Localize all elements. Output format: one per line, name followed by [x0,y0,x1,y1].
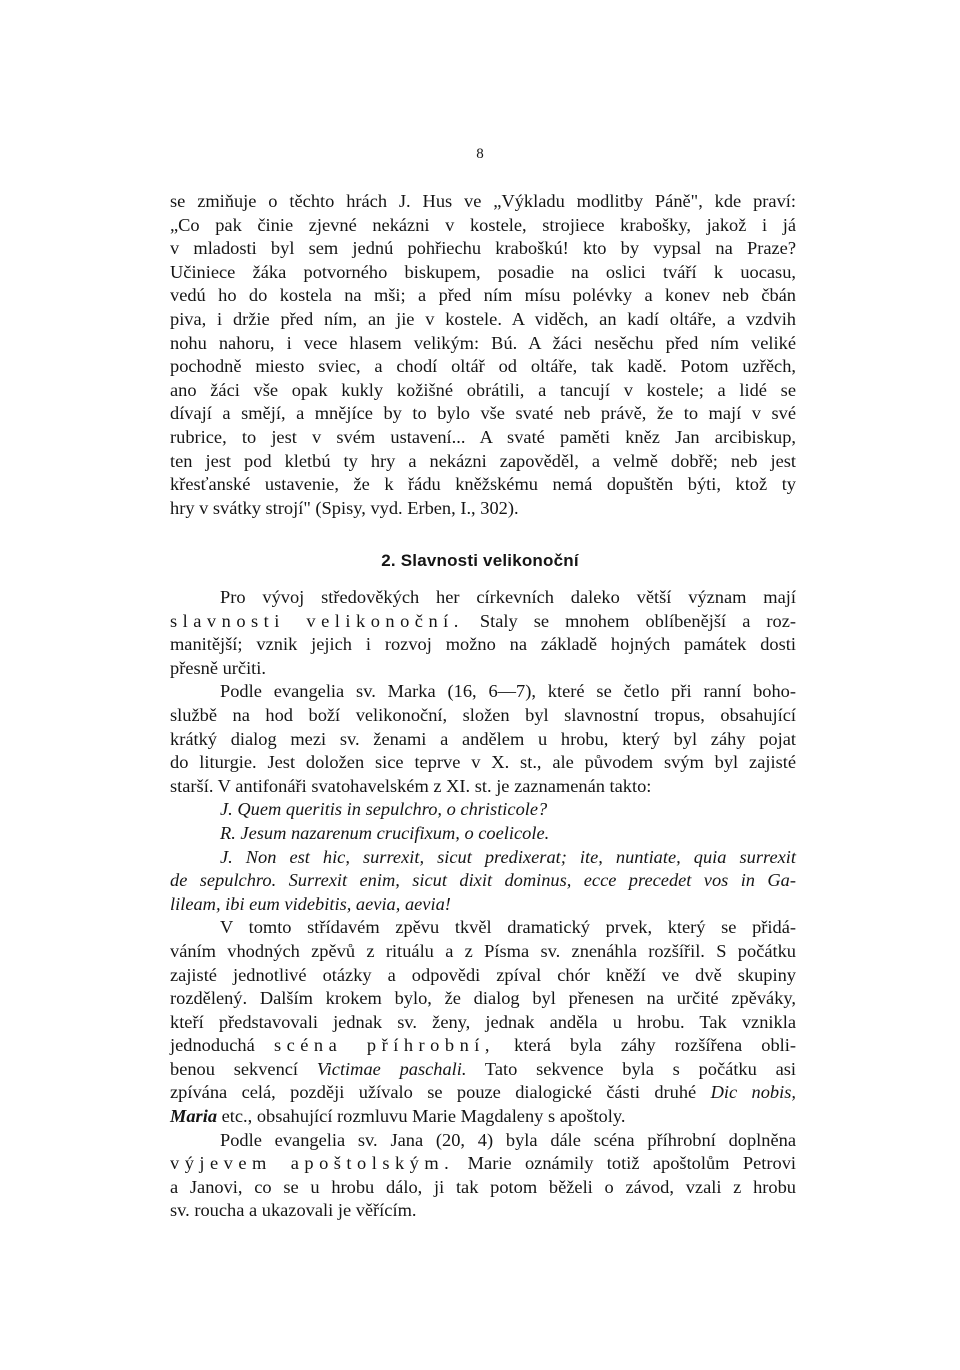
text-run: benou sekvencí [170,1058,317,1079]
text-run: Tato sekvence byla s počátku asi [466,1058,797,1079]
hus-quotation-paragraph [170,190,796,520]
text-line: dívají a smějí, a mnějíce by to bylo vše svaté neb právě, že to mají v své [170,403,796,424]
text-line: vedú ho do kostela na mši; a před ním mísu polévky a konev neb čbán [170,285,796,306]
text-line: v mladosti byl sem jednú pohřiechu kraboškú! kto by vypsal na Praze? [170,238,796,259]
text-line: Pro vývoj středověkých her církevních daleko větší význam mají [220,587,796,607]
text-line: krátký dialog mezi sv. ženami a andělem u hrobu, který byl záhy pojat [170,728,796,749]
text-run: Staly se mnohem oblíbenější a roz- [463,610,796,631]
italic-title: Dic nobis, [710,1082,796,1103]
text-run: zpívána celá, později užívalo se pouze dialogické části druhé [170,1082,711,1103]
text-line: Učiniece žáka potvorného biskupem, posadie na oslici tváří k uocasu, [170,261,796,282]
text-line: a Janovi, co se u hrobu dálo, ji tak potom běželi o závod, vzali z hrobu [170,1176,796,1197]
text-line: do liturgie. Jest doložen sice teprve v X. st., ale původem svým byl zajisté [170,752,796,773]
text-line: ano žáci vše opak kukly kožišné obrátili, a tancují v kostele; a lidé se [170,379,796,400]
text-line: „Co pak činie zjevné nekázni v kostele, strojiece krabošky, jakož i já [170,214,796,235]
text-run: která byla záhy rozšířena obli- [494,1035,797,1056]
text-run: Marie oznámily totiž apoštolům Petrovi [454,1153,796,1174]
spaced-emphasis: scéna příhrobní, [273,1035,495,1056]
text-line: pochodně miesto sviec, a chodí oltář od oltáře, tak kadě. Potom uzřěch, [170,356,796,377]
text-line: rozdělený. Dalším krokem bylo, že dialog byl přenesen na určité zpěváky, [170,988,796,1009]
text-line [170,1034,796,1058]
section-heading: 2. Slavnosti velikonoční [381,551,579,570]
text-line [170,610,796,634]
page-number: 8 [476,146,484,162]
text-run: jednoduchá [170,1035,274,1056]
text-line: přesně určiti. [170,657,267,678]
text-line: sv. roucha a ukazovali je věřícím. [170,1200,417,1221]
italic-title: Maria [170,1106,218,1127]
text-line: V tomto střídavém zpěvu tkvěl dramatický prvek, který se přidá- [220,917,796,938]
text-line: váním vhodných zpěvů z rituálu a z Písma sv. znenáhla rozšířil. S počátku [170,940,796,961]
text-line: manitější; vznik jejich i rozvoj možno na základě hojných památek dosti [170,634,796,655]
text-line [170,1105,796,1129]
text-line: kteří představovali jednak sv. ženy, jednak anděla u hrobu. Tak vznikla [170,1011,796,1032]
text-line: rubrice, to jest v svém ustavení... A svaté paměti kněz Jan arcibiskup, [170,426,796,447]
text-run: etc., obsahující rozmluvu Marie Magdaleny s apoštoly. [217,1106,626,1127]
latin-versicle: J. Non est hic, surrexit, sicut predixerat; ite, nuntiate, quia surrexit [220,846,796,867]
text-line: zajisté jednotlivé otázky a odpovědi zpíval chór kněží ve dvě skupiny [170,964,796,985]
latin-response: R. Jesum nazarenum crucifixum, o coelicole. [220,822,550,843]
text-line [170,1081,796,1105]
text-line: starší. V antifonáři svatohavelském z XI. st. je zaznamenán takto: [170,775,652,796]
text-line: se zmiňuje o těchto hrách J. Hus ve „Výkladu modlitby Páně", kde praví: [170,191,796,211]
text-line: Podle evangelia sv. Marka (16, 6—7), které se četlo při ranní boho- [220,681,796,702]
latin-versicle: J. Quem queritis in sepulchro, o christicole? [220,799,548,820]
latin-line: de sepulchro. Surrexit enim, sicut dixit dominus, ecce precedet vos in Ga- [170,870,796,891]
italic-title: Victimae paschali. [316,1058,467,1079]
text-line: nohu nahoru, i vece hlasem velikým: Bú. A žáci nesěchu před ním veliké [170,332,796,353]
text-line: piva, i držie před ním, an jie v kostele. A viděch, an kadí oltáře, a vzdvih [170,308,796,329]
text-line: Podle evangelia sv. Jana (20, 4) byla dále scéna příhrobní doplněna [220,1129,796,1150]
latin-line: lileam, ibi eum videbitis, aevia, aevia! [170,893,451,914]
text-line: hry v svátky strojí" (Spisy, vyd. Erben, I., 302). [170,497,519,518]
text-line [170,1058,796,1082]
spaced-emphasis: slavnosti velikonoční. [170,610,464,631]
text-line [170,1152,796,1176]
spaced-emphasis: výjevem apoštolským. [170,1153,455,1174]
text-line: ten jest pod kletbú ty hry a nekázni zapověděl, a velmě dobřě; neb jest [170,450,796,471]
text-line: službě na hod boží velikonoční, složen byl slavnostní tropus, obsahující [170,704,796,725]
section-body [170,586,796,1223]
text-line: křesťanské ustavenie, že k řádu kněžskému nemá dopuštěn býti, ktož ty [170,474,796,495]
